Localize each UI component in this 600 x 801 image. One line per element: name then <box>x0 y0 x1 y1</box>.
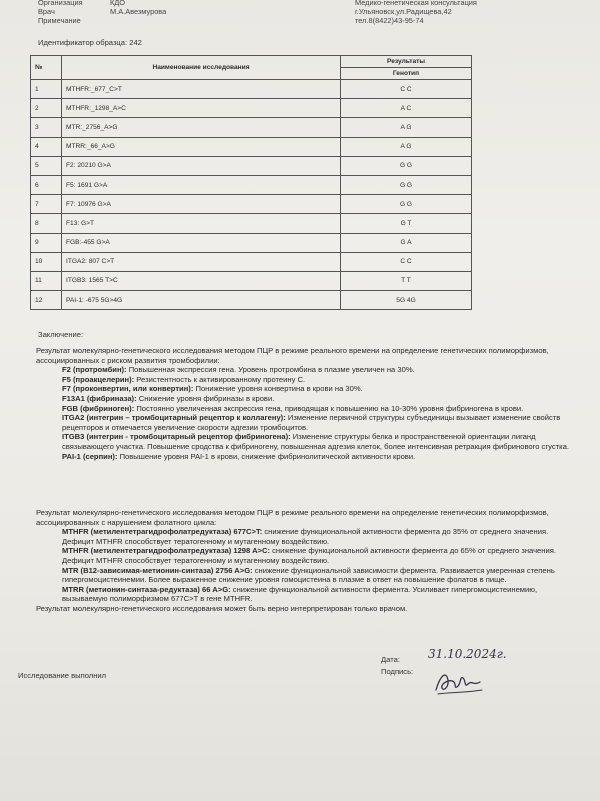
lab-address: г.Ульяновск,ул.Радищева,42 <box>355 7 452 16</box>
row-number: 4 <box>31 137 62 156</box>
finding-item <box>36 394 576 404</box>
thrombophilia-section <box>36 346 576 461</box>
finding-term: F7 (проконвертин, или конвертин): <box>62 384 194 394</box>
finding-term: F13A1 (фибриназа): <box>62 393 137 403</box>
section-intro: Результат молекулярно-генетического исследования методом ПЦР в режиме реального времени на определение генетических полиморфизмов, ассоциированных с риском развития тромбофилии: <box>36 346 549 365</box>
table-row <box>31 271 472 290</box>
test-name: FGB:-455 G>A <box>62 233 341 252</box>
row-number: 5 <box>31 156 62 175</box>
section-intro: Результат молекулярно-генетического исследования методом ПЦР в режиме реального времени на определение генетических полиморфизмов, ассоциированных с нарушением фолатного цикла: <box>36 508 549 527</box>
finding-term: PAI-1 (серпин): <box>62 451 118 461</box>
table-row <box>31 137 472 156</box>
table-row <box>31 175 472 194</box>
row-number: 3 <box>31 118 62 137</box>
row-number: 11 <box>31 271 62 290</box>
table-row <box>31 99 472 118</box>
finding-item <box>36 365 576 375</box>
header-value: М.А.Авезмурова <box>110 7 167 16</box>
signature-icon <box>430 664 490 698</box>
performed-by: Исследование выполнил <box>18 671 107 680</box>
row-number: 9 <box>31 233 62 252</box>
col-num-header: № <box>31 56 62 80</box>
test-name: ITGA2: 807 C>T <box>62 252 341 271</box>
test-name: F7: 10976 G>A <box>62 195 341 214</box>
table-row <box>31 233 472 252</box>
row-number: 8 <box>31 214 62 233</box>
closing-note: Результат молекулярно-генетического исследования может быть верно интерпретирован только врачом. <box>36 603 408 613</box>
finding-item <box>36 566 576 585</box>
table-row <box>31 291 472 310</box>
row-number: 1 <box>31 80 62 99</box>
row-number: 2 <box>31 99 62 118</box>
test-name: F5: 1691 G>A <box>62 175 341 194</box>
col-results-header: Результаты <box>341 56 472 68</box>
genotype-result: 5G 4G <box>341 291 472 310</box>
finding-text: снижение функциональной активности фермента до 35% от среднего значения. Дефицит MTHFR способствует тератогенному и мутагенному воздействию. <box>62 527 549 546</box>
finding-text: снижение функциональной активности фермента до 65% от среднего значения. Дефицит MTHFR способствует тератогенному и мутагенному воздействию. <box>62 546 556 565</box>
genotype-result: G G <box>341 195 472 214</box>
finding-text: Снижение уровня фибриназы в крови. <box>136 393 275 403</box>
test-name: F13: G>T <box>62 214 341 233</box>
table-row <box>31 252 472 271</box>
finding-term: MTHFR (метилентетрагидрофолатредуктаза) 1298 A>C: <box>62 546 271 556</box>
finding-term: ITGB3 (интегрин - тромбоцитарный рецептор фибриногена): <box>62 432 291 442</box>
test-name: ITGB3: 1565 T>C <box>62 271 341 290</box>
genotype-result: A C <box>341 99 472 118</box>
finding-text: снижение функциональной зависимости фермента. Развивается умеренная степень гипергомоцистеинемии. Более выраженное снижение уровня гомоцистеина в плазме в ответ на повышение фолатов в пище. <box>62 565 555 585</box>
finding-term: ITGA2 (интегрин – тромбоцитарный рецептор к коллагену): <box>62 413 286 423</box>
test-name: PAI-1: -675 5G>4G <box>62 291 341 310</box>
finding-term: FGB (фибриноген): <box>62 403 135 413</box>
row-number: 7 <box>31 195 62 214</box>
finding-item <box>36 375 576 385</box>
finding-item <box>36 413 576 432</box>
test-name: MTR:_2756_A>G <box>62 118 341 137</box>
header-right <box>355 0 477 25</box>
genotype-result: T T <box>341 271 472 290</box>
signature-label: Подпись: <box>381 667 414 676</box>
specimen-id: Идентификатор образца: 242 <box>38 38 142 47</box>
finding-text: Повышенная экспрессия гена. Уровень протромбина в плазме увеличен на 30%. <box>126 365 415 375</box>
col-genotype-header: Генотип <box>341 68 472 80</box>
genotype-result: G G <box>341 156 472 175</box>
genotype-result: G A <box>341 233 472 252</box>
header-label: Организация <box>38 0 83 7</box>
finding-item <box>36 585 576 604</box>
lab-name: Медико-генетическая консультация <box>355 0 477 7</box>
table-row <box>31 80 472 99</box>
genotype-result: C C <box>341 80 472 99</box>
col-name-header: Наименование исследования <box>62 56 341 80</box>
row-number: 10 <box>31 252 62 271</box>
finding-text: Повышение уровня PAI-1 в крови, снижение фибринолитической активности крови. <box>117 451 416 461</box>
header-label: Врач <box>38 7 55 16</box>
finding-term: MTRR (метионин-синтаза-редуктаза) 66 A>G: <box>62 584 231 594</box>
header-left <box>38 0 166 25</box>
test-name: MTHFR:_1298_A>C <box>62 99 341 118</box>
row-number: 6 <box>31 175 62 194</box>
finding-item <box>36 527 576 546</box>
finding-text: Резистентность к активированному протеину С. <box>134 374 306 384</box>
finding-term: F5 (проакцелерин): <box>62 374 135 384</box>
finding-item <box>36 384 576 394</box>
genotype-result: C C <box>341 252 472 271</box>
genotype-result: A G <box>341 118 472 137</box>
finding-text: Понижение уровня конвертина в крови на 30%. <box>193 384 363 394</box>
finding-text: Изменение первичной структуры субъединицы вызывает изменение свойств рецепторов и отмечается увеличение скорости адгезии тромбоцитов. <box>62 413 561 432</box>
genotype-result: G T <box>341 214 472 233</box>
test-name: F2: 20210 G>A <box>62 156 341 175</box>
finding-item <box>36 452 576 462</box>
table-row <box>31 118 472 137</box>
header-value: КДО <box>110 0 126 7</box>
header-label: Примечание <box>38 16 81 25</box>
finding-item <box>36 404 576 414</box>
finding-text: Изменение структуры белка и пространственной ориентации лиганд связывающего участка. Повышение сродства к фибриногену, повышенная адгезия клеток, более интенсивная ретракция фибринового сгустка. <box>62 432 569 451</box>
genotype-result: G G <box>341 175 472 194</box>
conclusion-label: Заключение: <box>38 330 84 339</box>
finding-term: F2 (протромбин): <box>62 365 127 375</box>
results-table <box>30 55 472 310</box>
finding-text: Постоянно увеличенная экспрессия гена, приводящая к повышению на 10-30% уровня фибриногена в крови. <box>134 403 524 413</box>
finding-item <box>36 432 576 451</box>
row-number: 12 <box>31 291 62 310</box>
lab-phone: тел.8(8422)43-95-74 <box>355 16 424 25</box>
test-name: MTHFR:_677_C>T <box>62 80 341 99</box>
table-row <box>31 214 472 233</box>
test-name: MTRR:_66_A>G <box>62 137 341 156</box>
finding-term: MTHFR (метилентетрагидрофолатредуктаза) 677C>T: <box>62 527 263 537</box>
handwritten-date: 31.10.2024г. <box>428 647 507 661</box>
results-body <box>31 80 472 310</box>
finding-term: MTR (B12-зависимая-метионин-синтаза) 2756 A>G: <box>62 565 253 575</box>
folate-section <box>36 508 576 614</box>
finding-item <box>36 546 576 565</box>
table-row <box>31 156 472 175</box>
date-label: Дата: <box>381 655 400 664</box>
finding-text: снижение функциональной активности фермента. Усиливает гипергомоцистеинемию, вызываемую полиморфизмом 677C>T в гене MTHFR. <box>62 584 538 604</box>
genotype-result: A G <box>341 137 472 156</box>
table-row <box>31 195 472 214</box>
